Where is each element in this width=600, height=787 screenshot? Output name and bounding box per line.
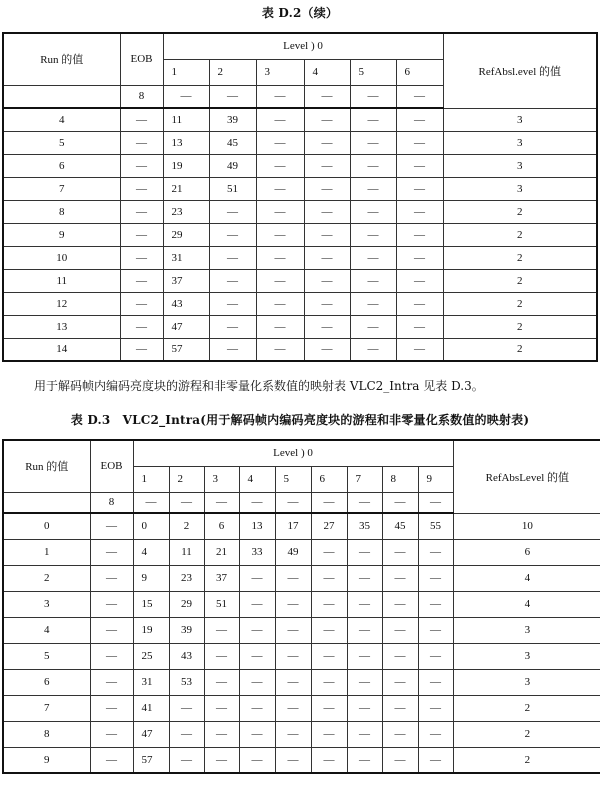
level-cell: — (275, 669, 311, 695)
ref-cell: 2 (443, 223, 597, 246)
eob-row-level: — (350, 85, 396, 108)
level-cell: 23 (169, 565, 204, 591)
eob-cell: — (120, 223, 163, 246)
run-cell: 13 (3, 315, 120, 338)
level-cell: — (396, 223, 443, 246)
level-cell: — (275, 643, 311, 669)
level-cell: — (350, 223, 396, 246)
run-cell: 1 (3, 539, 90, 565)
level-cell: 29 (169, 591, 204, 617)
level-cell: 21 (204, 539, 239, 565)
run-header: Run 的值 (3, 440, 90, 492)
level-cell: — (275, 721, 311, 747)
level-cell: — (275, 617, 311, 643)
table-row (3, 643, 600, 669)
level-cell: 43 (163, 292, 209, 315)
level-cell: — (347, 591, 382, 617)
level-cell: — (169, 721, 204, 747)
level-col-header: 5 (275, 466, 311, 492)
level-col-header: 6 (396, 59, 443, 85)
ref-header: RefAbsl.evel 的值 (443, 33, 597, 108)
level-cell: — (382, 721, 418, 747)
ref-cell: 2 (443, 246, 597, 269)
level-col-header: 5 (350, 59, 396, 85)
ref-cell: 2 (453, 695, 600, 721)
level-cell: 15 (133, 591, 169, 617)
eob-cell: — (90, 539, 133, 565)
run-header: Run 的值 (3, 33, 120, 85)
level-cell: — (347, 643, 382, 669)
level-cell: — (204, 747, 239, 773)
level-cell: — (382, 617, 418, 643)
ref-cell: 3 (443, 177, 597, 200)
level-cell: — (350, 292, 396, 315)
table-row (3, 315, 597, 338)
run-cell: 5 (3, 643, 90, 669)
ref-cell: 2 (453, 721, 600, 747)
level-cell: 49 (209, 154, 256, 177)
level-cell: — (382, 565, 418, 591)
table-row (3, 565, 600, 591)
run-cell: 5 (3, 131, 120, 154)
ref-cell: 3 (453, 669, 600, 695)
level-col-header: 8 (382, 466, 418, 492)
eob-cell: — (120, 246, 163, 269)
level-cell: 9 (133, 565, 169, 591)
intro-paragraph: 用于解码帧内编码亮度块的游程和非零量化系数值的映射表 VLC2_Intra 见表 D.3。 (34, 379, 484, 393)
level-cell: 21 (163, 177, 209, 200)
eob-cell: — (90, 591, 133, 617)
level-cell: — (209, 246, 256, 269)
level-cell: — (304, 315, 350, 338)
level-cell: — (347, 539, 382, 565)
level-cell: — (204, 643, 239, 669)
level-cell: 19 (163, 154, 209, 177)
level-cell: — (239, 643, 275, 669)
level-cell: — (311, 721, 347, 747)
ref-cell: 3 (453, 617, 600, 643)
level-cell: — (256, 200, 304, 223)
eob-cell: — (90, 617, 133, 643)
level-cell: — (396, 315, 443, 338)
eob-row-level: — (304, 85, 350, 108)
level-cell: 45 (382, 513, 418, 539)
level-cell: — (396, 292, 443, 315)
level-cell: 39 (169, 617, 204, 643)
level-cell: — (418, 591, 453, 617)
level-cell: 39 (209, 108, 256, 131)
level-cell: — (304, 246, 350, 269)
run-cell: 9 (3, 747, 90, 773)
level-cell: — (169, 747, 204, 773)
level-cell: — (209, 315, 256, 338)
table-row (3, 669, 600, 695)
level-header: Level ) 0 (133, 440, 453, 466)
level-cell: — (347, 747, 382, 773)
table-row (3, 269, 597, 292)
eob-cell: — (120, 200, 163, 223)
level-cell: 4 (133, 539, 169, 565)
ref-cell: 2 (443, 269, 597, 292)
table-row (3, 177, 597, 200)
level-cell: 51 (204, 591, 239, 617)
run-cell: 3 (3, 591, 90, 617)
level-cell: — (304, 108, 350, 131)
eob-row-blank (3, 492, 90, 513)
table-row (3, 200, 597, 223)
table-row (3, 154, 597, 177)
ref-header: RefAbsLevel 的值 (453, 440, 600, 513)
level-col-header: 1 (133, 466, 169, 492)
table-row (3, 292, 597, 315)
table-row (3, 539, 600, 565)
eob-row-level: — (133, 492, 169, 513)
level-cell: 33 (239, 539, 275, 565)
eob-row-level: — (209, 85, 256, 108)
level-cell: — (209, 292, 256, 315)
level-cell: 2 (169, 513, 204, 539)
level-cell: — (418, 539, 453, 565)
run-cell: 4 (3, 617, 90, 643)
level-cell: — (275, 565, 311, 591)
level-cell: — (304, 131, 350, 154)
eob-row-level: — (396, 85, 443, 108)
level-cell: — (382, 747, 418, 773)
level-cell: 57 (163, 338, 209, 361)
run-cell: 12 (3, 292, 120, 315)
level-cell: 41 (133, 695, 169, 721)
level-col-header: 9 (418, 466, 453, 492)
eob-cell: — (90, 565, 133, 591)
eob-row-level: — (239, 492, 275, 513)
level-cell: — (396, 246, 443, 269)
eob-row-level: — (163, 85, 209, 108)
eob-cell: — (120, 177, 163, 200)
level-cell: — (239, 591, 275, 617)
eob-cell: — (90, 721, 133, 747)
level-cell: — (418, 695, 453, 721)
level-cell: — (304, 177, 350, 200)
level-cell: — (239, 747, 275, 773)
level-col-header: 6 (311, 466, 347, 492)
eob-cell: — (120, 154, 163, 177)
level-cell: 35 (347, 513, 382, 539)
level-cell: — (350, 108, 396, 131)
level-cell: — (382, 539, 418, 565)
level-cell: — (204, 695, 239, 721)
level-col-header: 1 (163, 59, 209, 85)
level-cell: — (256, 108, 304, 131)
level-cell: — (311, 643, 347, 669)
level-cell: — (396, 338, 443, 361)
level-header: Level ) 0 (163, 33, 443, 59)
level-cell: — (275, 747, 311, 773)
level-cell: — (418, 669, 453, 695)
eob-cell: — (90, 513, 133, 539)
level-cell: — (396, 108, 443, 131)
run-cell: 4 (3, 108, 120, 131)
level-cell: — (418, 565, 453, 591)
level-cell: — (396, 131, 443, 154)
level-cell: — (347, 695, 382, 721)
eob-cell: — (120, 315, 163, 338)
eob-row-level: — (418, 492, 453, 513)
table-row (3, 617, 600, 643)
eob-row-blank (3, 85, 120, 108)
level-cell: 37 (163, 269, 209, 292)
level-cell: — (418, 747, 453, 773)
level-cell: — (239, 617, 275, 643)
run-cell: 9 (3, 223, 120, 246)
ref-cell: 2 (443, 315, 597, 338)
table-row (3, 246, 597, 269)
level-cell: 19 (133, 617, 169, 643)
level-cell: 17 (275, 513, 311, 539)
table-row (3, 721, 600, 747)
level-cell: — (256, 315, 304, 338)
level-cell: — (350, 177, 396, 200)
level-cell: 45 (209, 131, 256, 154)
eob-cell: — (120, 108, 163, 131)
table-row (3, 695, 600, 721)
level-cell: — (204, 617, 239, 643)
run-cell: 0 (3, 513, 90, 539)
level-col-header: 2 (169, 466, 204, 492)
level-cell: — (304, 154, 350, 177)
level-cell: — (347, 617, 382, 643)
level-cell: 57 (133, 747, 169, 773)
level-cell: — (396, 200, 443, 223)
level-cell: — (350, 315, 396, 338)
level-cell: — (304, 269, 350, 292)
ref-cell: 3 (443, 154, 597, 177)
level-cell: 13 (163, 131, 209, 154)
eob-row-value: 8 (120, 85, 163, 108)
ref-cell: 2 (443, 292, 597, 315)
level-col-header: 7 (347, 466, 382, 492)
ref-cell: 2 (453, 747, 600, 773)
run-cell: 10 (3, 246, 120, 269)
level-cell: 31 (133, 669, 169, 695)
level-cell: — (311, 539, 347, 565)
level-cell: 13 (239, 513, 275, 539)
eob-cell: — (90, 747, 133, 773)
eob-cell: — (120, 338, 163, 361)
run-cell: 11 (3, 269, 120, 292)
table-d2-caption: 表 D.2（续） (261, 6, 339, 20)
eob-cell: — (120, 269, 163, 292)
level-cell: 37 (204, 565, 239, 591)
level-cell: 6 (204, 513, 239, 539)
eob-header: EOB (90, 440, 133, 492)
table-d2 (2, 32, 598, 362)
eob-row-level: — (204, 492, 239, 513)
run-cell: 7 (3, 695, 90, 721)
level-cell: 55 (418, 513, 453, 539)
level-cell: — (347, 721, 382, 747)
level-cell: — (239, 721, 275, 747)
level-cell: 47 (163, 315, 209, 338)
ref-cell: 3 (443, 131, 597, 154)
level-cell: — (311, 695, 347, 721)
table-row (3, 513, 600, 539)
eob-row-level: — (256, 85, 304, 108)
level-col-header: 2 (209, 59, 256, 85)
run-cell: 6 (3, 669, 90, 695)
level-cell: — (347, 669, 382, 695)
eob-row-level: — (169, 492, 204, 513)
level-cell: — (256, 223, 304, 246)
level-cell: — (256, 131, 304, 154)
eob-cell: — (90, 643, 133, 669)
level-cell: — (350, 338, 396, 361)
level-cell: — (169, 695, 204, 721)
level-cell: — (396, 269, 443, 292)
level-cell: — (256, 154, 304, 177)
level-cell: — (396, 177, 443, 200)
run-cell: 8 (3, 721, 90, 747)
level-cell: 11 (163, 108, 209, 131)
level-cell: — (209, 223, 256, 246)
level-cell: — (209, 269, 256, 292)
eob-header: EOB (120, 33, 163, 85)
level-cell: — (311, 591, 347, 617)
run-cell: 14 (3, 338, 120, 361)
ref-cell: 10 (453, 513, 600, 539)
level-cell: — (311, 617, 347, 643)
table-row (3, 223, 597, 246)
level-cell: — (311, 565, 347, 591)
level-cell: — (209, 200, 256, 223)
ref-cell: 4 (453, 591, 600, 617)
level-cell: — (204, 669, 239, 695)
level-cell: — (396, 154, 443, 177)
level-cell: — (382, 591, 418, 617)
table-d3-caption: 表 D.3 VLC2_Intra(用于解码帧内编码亮度块的游程和非零量化系数值的映射表) (70, 413, 530, 427)
level-cell: — (275, 695, 311, 721)
level-col-header: 4 (239, 466, 275, 492)
ref-cell: 2 (443, 338, 597, 361)
level-cell: — (347, 565, 382, 591)
level-cell: 53 (169, 669, 204, 695)
level-cell: — (256, 177, 304, 200)
level-cell: — (311, 669, 347, 695)
level-cell: 43 (169, 643, 204, 669)
level-cell: — (256, 292, 304, 315)
ref-cell: 4 (453, 565, 600, 591)
eob-cell: — (90, 695, 133, 721)
level-col-header: 4 (304, 59, 350, 85)
eob-cell: — (120, 292, 163, 315)
level-cell: 47 (133, 721, 169, 747)
level-cell: — (275, 591, 311, 617)
run-cell: 8 (3, 200, 120, 223)
table-d3 (2, 439, 600, 774)
level-cell: 31 (163, 246, 209, 269)
level-cell: — (350, 200, 396, 223)
level-cell: — (256, 269, 304, 292)
level-cell: — (350, 131, 396, 154)
level-cell: 49 (275, 539, 311, 565)
table-row (3, 338, 597, 361)
level-cell: — (256, 246, 304, 269)
table-row (3, 591, 600, 617)
ref-cell: 3 (443, 108, 597, 131)
level-cell: — (239, 669, 275, 695)
level-cell: — (350, 154, 396, 177)
level-cell: — (256, 338, 304, 361)
level-cell: — (418, 617, 453, 643)
run-cell: 6 (3, 154, 120, 177)
level-cell: 29 (163, 223, 209, 246)
level-cell: — (304, 338, 350, 361)
level-cell: 23 (163, 200, 209, 223)
eob-cell: — (120, 131, 163, 154)
level-col-header: 3 (204, 466, 239, 492)
level-cell: — (382, 643, 418, 669)
level-cell: — (304, 200, 350, 223)
level-cell: — (311, 747, 347, 773)
ref-cell: 2 (443, 200, 597, 223)
level-cell: 0 (133, 513, 169, 539)
level-cell: — (239, 565, 275, 591)
level-cell: 51 (209, 177, 256, 200)
level-col-header: 3 (256, 59, 304, 85)
run-cell: 2 (3, 565, 90, 591)
level-cell: — (304, 292, 350, 315)
level-cell: — (304, 223, 350, 246)
level-cell: — (239, 695, 275, 721)
ref-cell: 6 (453, 539, 600, 565)
level-cell: — (209, 338, 256, 361)
level-cell: — (204, 721, 239, 747)
level-cell: 27 (311, 513, 347, 539)
ref-cell: 3 (453, 643, 600, 669)
eob-row-level: — (311, 492, 347, 513)
eob-cell: — (90, 669, 133, 695)
level-cell: — (350, 269, 396, 292)
level-cell: 11 (169, 539, 204, 565)
eob-row-value: 8 (90, 492, 133, 513)
level-cell: — (382, 669, 418, 695)
eob-row-level: — (347, 492, 382, 513)
run-cell: 7 (3, 177, 120, 200)
level-cell: — (382, 695, 418, 721)
table-row (3, 747, 600, 773)
level-cell: — (418, 721, 453, 747)
eob-row-level: — (275, 492, 311, 513)
table-row (3, 108, 597, 131)
eob-row-level: — (382, 492, 418, 513)
level-cell: — (418, 643, 453, 669)
level-cell: — (350, 246, 396, 269)
level-cell: 25 (133, 643, 169, 669)
table-row (3, 131, 597, 154)
